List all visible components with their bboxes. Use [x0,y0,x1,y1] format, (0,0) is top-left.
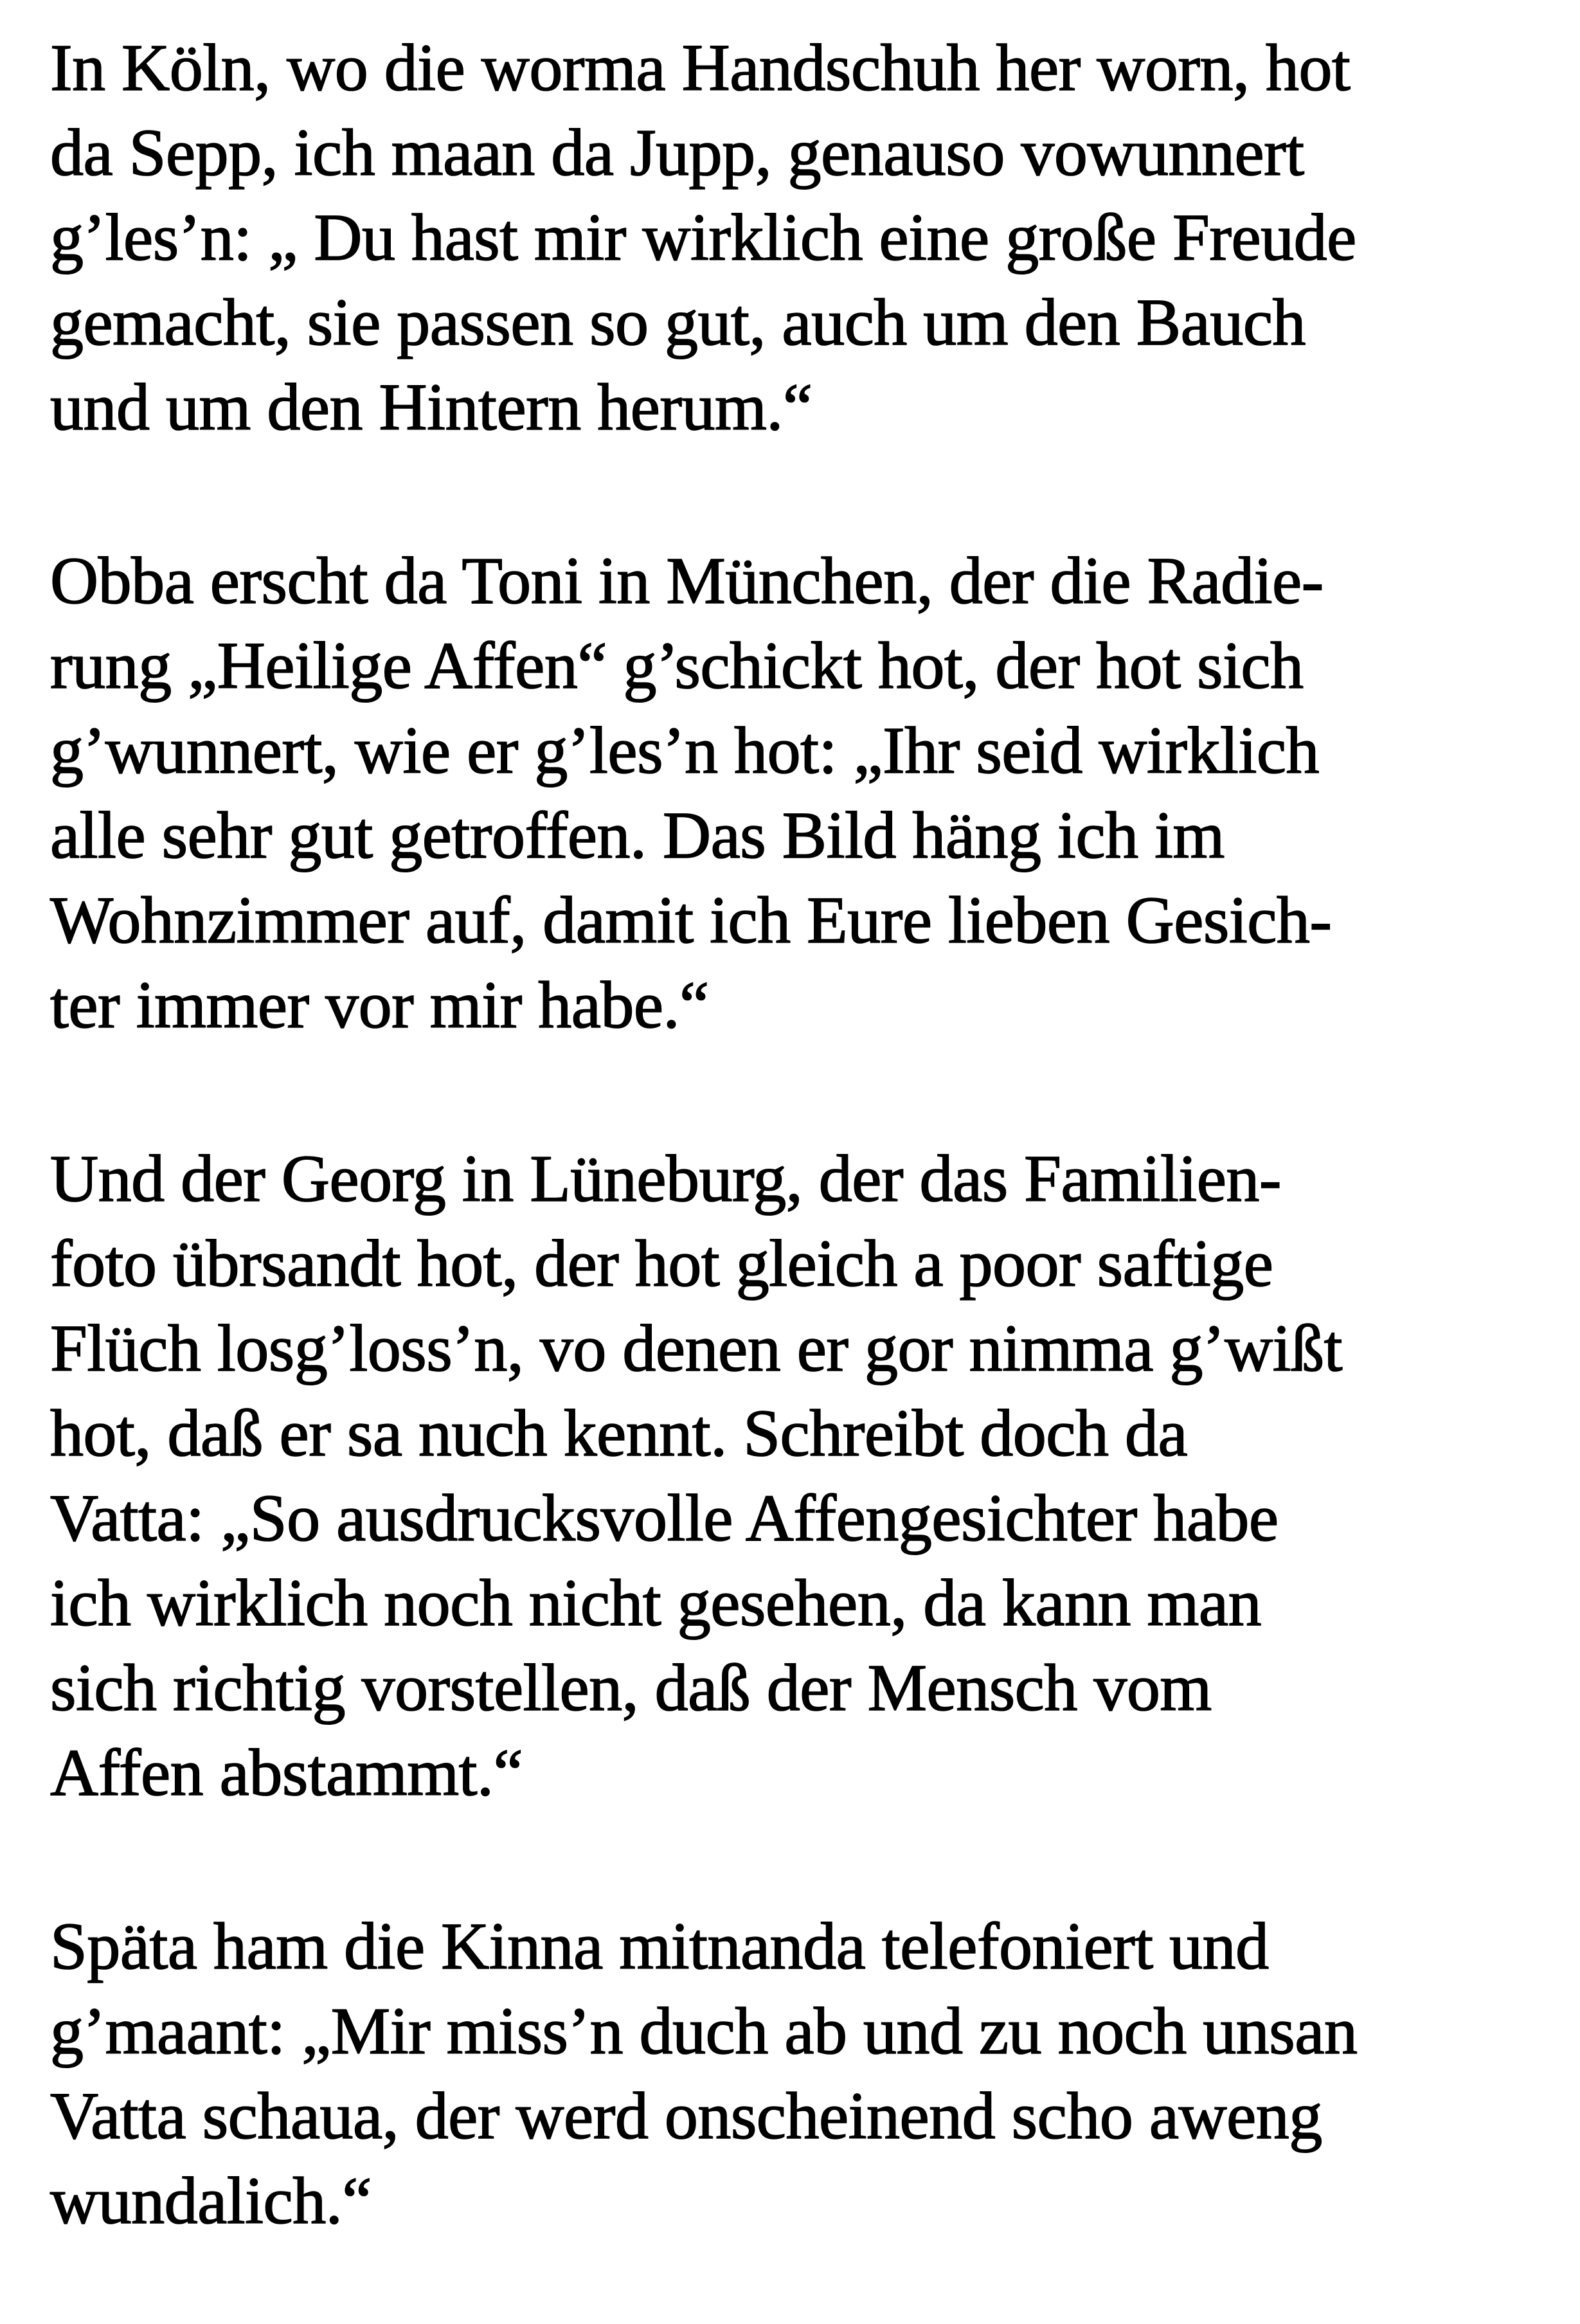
paragraph-lueneburg [50,1137,1554,1815]
text-line: Flüch losg’loss’n, vo denen er gor nimma g’wißt [50,1311,1342,1385]
text-body [50,26,1554,2244]
text-line: g’maant: „Mir miss’n duch ab und zu noch unsan [50,1994,1358,2068]
text-line: g’les’n: „ Du hast mir wirklich eine große Freude [50,201,1356,275]
text-line: wundalich.“ [50,2164,372,2238]
paragraph-gap [50,450,1554,539]
text-line: g’wunnert, wie er g’les’n hot: „Ihr seid wirklich [50,714,1319,788]
text-line: hot, daß er sa nuch kennt. Schreibt doch da [50,1396,1188,1470]
text-line: In Köln, wo die worma Handschuh her worn, hot [50,31,1351,105]
paragraph-koeln [50,26,1554,450]
text-line: Späta ham die Kinna mitnanda telefoniert und [50,1909,1269,1983]
text-line: Vatta: „So ausdrucksvolle Affengesichter habe [50,1481,1279,1555]
text-line: Affen abstammt.“ [50,1736,523,1810]
text-line: Und der Georg in Lüneburg, der das Familien- [50,1142,1282,1216]
paragraph-muenchen [50,539,1554,1048]
text-line: gemacht, sie passen so gut, auch um den Bauch [50,285,1306,359]
paragraph-gap [50,1048,1554,1137]
text-line: alle sehr gut getroffen. Das Bild häng ich im [50,798,1225,872]
text-line: foto übrsandt hot, der hot gleich a poor saftige [50,1227,1273,1301]
text-line: Vatta schaua, der werd onscheinend scho aweng [50,2079,1322,2153]
text-line: sich richtig vorstellen, daß der Mensch vom [50,1651,1212,1725]
text-line: da Sepp, ich maan da Jupp, genauso vowunnert [50,116,1304,190]
text-line: und um den Hintern herum.“ [50,370,812,444]
paragraph-kinna [50,1904,1554,2244]
text-line: rung „Heilige Affen“ g’schickt hot, der hot sich [50,629,1304,703]
text-line: ich wirklich noch nicht gesehen, da kann man [50,1566,1262,1640]
text-line: ter immer vor mir habe.“ [50,968,709,1042]
text-line: Wohnzimmer auf, damit ich Eure lieben Gesich- [50,883,1332,957]
paragraph-gap [50,1815,1554,1904]
text-line: Obba erscht da Toni in München, der die Radie- [50,544,1324,618]
